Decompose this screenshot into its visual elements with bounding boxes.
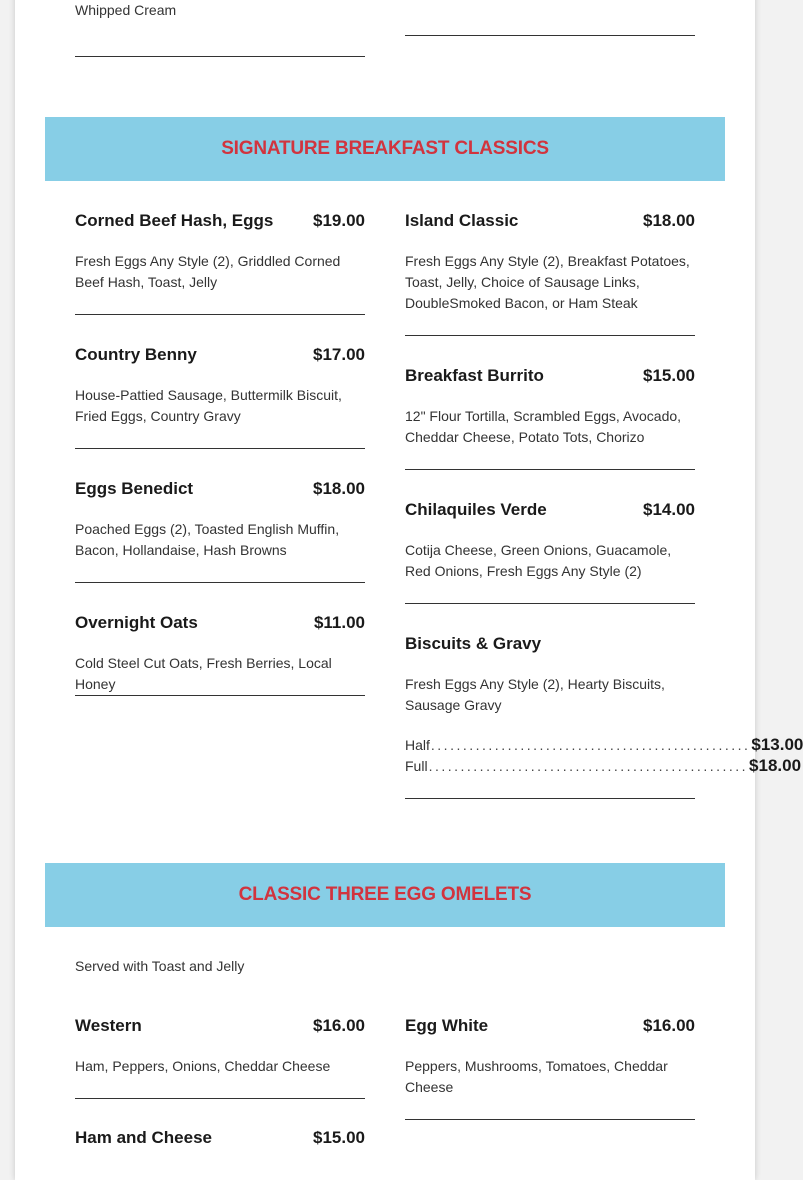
option-price: $13.00: [751, 735, 803, 754]
menu-item-name: Chilaquiles Verde: [405, 500, 547, 519]
menu-item-description: 12" Flour Tortilla, Scrambled Eggs, Avocado, Cheddar Cheese, Potato Tots, Chorizo: [405, 408, 682, 445]
item-divider: [405, 469, 695, 470]
menu-item-name: Corned Beef Hash, Eggs: [75, 211, 274, 230]
option-label: Half: [405, 737, 430, 753]
menu-item-price: $15.00: [643, 366, 695, 385]
menu-item-description: Fresh Eggs Any Style (2), Griddled Corned Beef Hash, Toast, Jelly: [75, 253, 341, 290]
dot-leader: ..................................................: [428, 758, 749, 774]
menu-item-name: Biscuits & Gravy: [405, 634, 542, 653]
menu-item-price: $14.00: [643, 500, 695, 519]
menu-item-price: $15.00: [313, 1128, 365, 1147]
menu-item-name: Island Classic: [405, 211, 519, 230]
menu-item-name: Western: [75, 1016, 142, 1035]
size-option-half: [405, 735, 803, 756]
menu-item-price: $18.00: [643, 211, 695, 230]
dot-leader: ..................................................: [430, 737, 751, 753]
item-divider: [75, 695, 365, 696]
menu-item-price: $11.00: [313, 613, 365, 632]
menu-item-description: [405, 0, 695, 3]
menu-item-description: Ham, Peppers, Onions, Cheddar Cheese: [75, 1058, 331, 1074]
menu-item-name: Overnight Oats: [75, 613, 198, 632]
option-label: Full: [405, 758, 428, 774]
item-divider: [405, 335, 695, 336]
menu-item-description: Whipped Cream: [75, 2, 177, 18]
menu-item-description: Cold Steel Cut Oats, Fresh Berries, Local Honey: [75, 655, 332, 692]
section-subtitle: Served with Toast and Jelly: [75, 958, 245, 974]
item-divider: [75, 582, 365, 583]
menu-item-description: Poached Eggs (2), Toasted English Muffin, Bacon, Hollandaise, Hash Browns: [75, 521, 340, 558]
menu-item-price: $18.00: [313, 479, 365, 498]
menu-item-price: $17.00: [313, 345, 365, 364]
option-price: $18.00: [749, 756, 802, 775]
menu-page: [15, 0, 803, 1180]
item-divider: [405, 1119, 695, 1120]
menu-item-price: $16.00: [643, 1016, 695, 1035]
menu-item-description: House-Pattied Sausage, Buttermilk Biscuit, Fried Eggs, Country Gravy: [75, 387, 342, 424]
item-divider: [75, 448, 365, 449]
item-divider: [75, 1098, 365, 1099]
section-banner-omelets: [45, 863, 725, 927]
menu-item-price: $16.00: [313, 1016, 365, 1035]
size-option-full: [405, 756, 802, 777]
menu-item-name: Ham and Cheese: [75, 1128, 212, 1147]
item-divider: [75, 314, 365, 315]
menu-item-description: Cotija Cheese, Green Onions, Guacamole, Red Onions, Fresh Eggs Any Style (2): [405, 542, 672, 579]
menu-item-name: Breakfast Burrito: [405, 366, 544, 385]
menu-item-description: Peppers, Mushrooms, Tomatoes, Cheddar Cheese: [405, 1058, 668, 1095]
menu-item-price: $19.00: [313, 211, 365, 230]
item-divider: [405, 603, 695, 604]
menu-item-description: Fresh Eggs Any Style (2), Hearty Biscuits, Sausage Gravy: [405, 676, 665, 713]
section-title: CLASSIC THREE EGG OMELETS: [238, 884, 532, 905]
menu-item-name: Eggs Benedict: [75, 479, 194, 498]
menu-item-description: Fresh Eggs Any Style (2), Breakfast Potatoes, Toast, Jelly, Choice of Sausage Links, DoubleSmoked Bacon, or Ham Steak: [405, 253, 690, 311]
item-divider: [75, 56, 365, 57]
menu-item-name: Egg White: [405, 1016, 489, 1035]
section-banner-signature: [45, 117, 725, 181]
section-title: SIGNATURE BREAKFAST CLASSICS: [221, 138, 549, 159]
item-divider: [405, 798, 695, 799]
item-divider: [405, 35, 695, 36]
menu-item-name: Country Benny: [75, 345, 197, 364]
